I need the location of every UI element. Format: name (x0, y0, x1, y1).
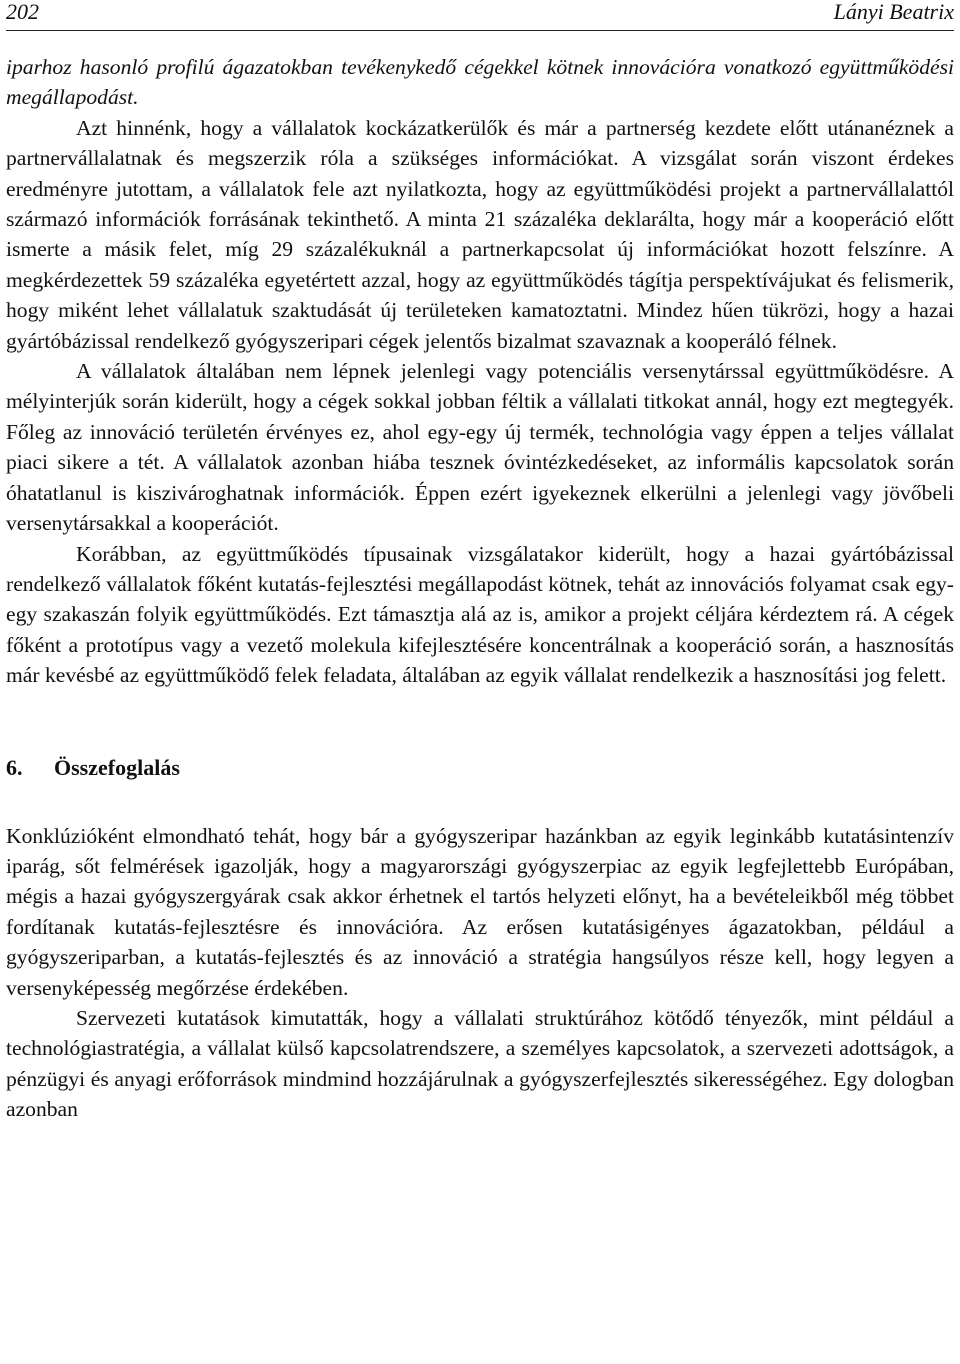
section-number: 6. (6, 754, 23, 780)
page-number: 202 (6, 0, 39, 24)
running-header (6, 0, 954, 28)
header-rule (6, 30, 954, 31)
paragraph: A vállalatok általában nem lépnek jelenlegi vagy potenciális versenytárssal együttműködésre. A mélyinterjúk során kiderült, hogy a cégek sokkal jobban féltik a vállalati titkokat annál, hogy ezt megtegyék. Főleg az innováció területén érvényes ez, ahol egy-egy új termék, technológia vagy éppen a teljes vállalat piaci sikere a tét. A vállalatok azonban hiába tesznek óvintézkedéseket, az informális kapcsolatok során óhatatlanul is kiszivároghatnak információk. Éppen ezért igyekeznek elkerülni a jelenlegi vagy jövőbeli versenytársakkal a kooperációt. (6, 359, 954, 536)
paragraph: Konklúzióként elmondható tehát, hogy bár a gyógyszeripar hazánkban az egyik leginkább kutatásintenzív iparág, sőt felmérések igazolják, hogy a magyarországi gyógyszerpiac az egyik legfejlettebb Európában, mégis a hazai gyógyszergyárak csak akkor érhetnek el tartós helyzeti előnyt, ha a bevételeikből még többet fordítanak kutatás-fejlesztésre és innovációra. Az erősen kutatásigényes ágazatokban, például a gyógyszeriparban, a kutatás-fejlesztés és az innováció a stratégia hangsúlyos része kell, hogy legyen a versenyképesség megőrzése érdekében. (6, 823, 954, 1000)
paragraph: Azt hinnénk, hogy a vállalatok kockázatkerülők és már a partnerség kezdete előtt utánanéznek a partnervállalatnak és megszerzik róla a szükséges információkat. A vizsgálat során viszont érdekes eredményre jutottam, a vállalatok fele azt nyilatkozta, hogy az együttműködési projekt a partnervállalattól származó információk forrásának tekinthető. A minta 21 százaléka deklarálta, hogy már a kooperáció előtt ismerte a másik felet, míg 29 százalékuknál a partnerkapcsolat új információkat hozott felszínre. A megkérdezettek 59 százaléka egyetértett azzal, hogy az együttműködés tágítja perspektívájukat és felismerik, hogy miként lehet vállalatuk szaktudását új területeken kamatoztatni. Mindez hűen tükrözi, hogy a hazai gyártóbázissal rendelkező gyógyszeripari cégek jelentős bizalmat szavaznak a kooperáló félnek. (6, 115, 954, 353)
section-heading (6, 753, 954, 783)
paragraph: Szervezeti kutatások kimutatták, hogy a vállalati struktúrához kötődő tényezők, mint például a technológiastratégia, a vállalat külső kapcsolatrendszere, a személyes kapcsolatok, a szervezeti adottságok, a pénzügyi és anyagi erőforrások mindmind hozzájárulnak a gyógyszerfejlesztés sikerességéhez. Egy dologban azonban (6, 1005, 954, 1122)
body-text (6, 52, 954, 1125)
paragraph: Korábban, az együttműködés típusainak vizsgálatakor kiderült, hogy a hazai gyártóbázissal rendelkező vállalatok főként kutatás-fejlesztési megállapodást kötnek, tehát az innovációs folyamat csak egy-egy szakaszán folyik együttműködés. Ezt támasztja alá az is, amikor a projekt céljára kérdeztem rá. A cégek főként a prototípus vagy a vezető molekula kifejlesztésére koncentrálnak a kooperáció során, a hasznosítás már kevésbé az együttműködő felek feladata, általában az egyik vállalat rendelkezik a hasznosítási jog felett. (6, 541, 954, 688)
section-title: Összefoglalás (54, 754, 180, 780)
running-author: Lányi Beatrix (833, 0, 954, 24)
paragraph: iparhoz hasonló profilú ágazatokban tevékenykedő cégekkel kötnek innovációra vonatkozó együttműködési megállapodást. (6, 55, 954, 110)
